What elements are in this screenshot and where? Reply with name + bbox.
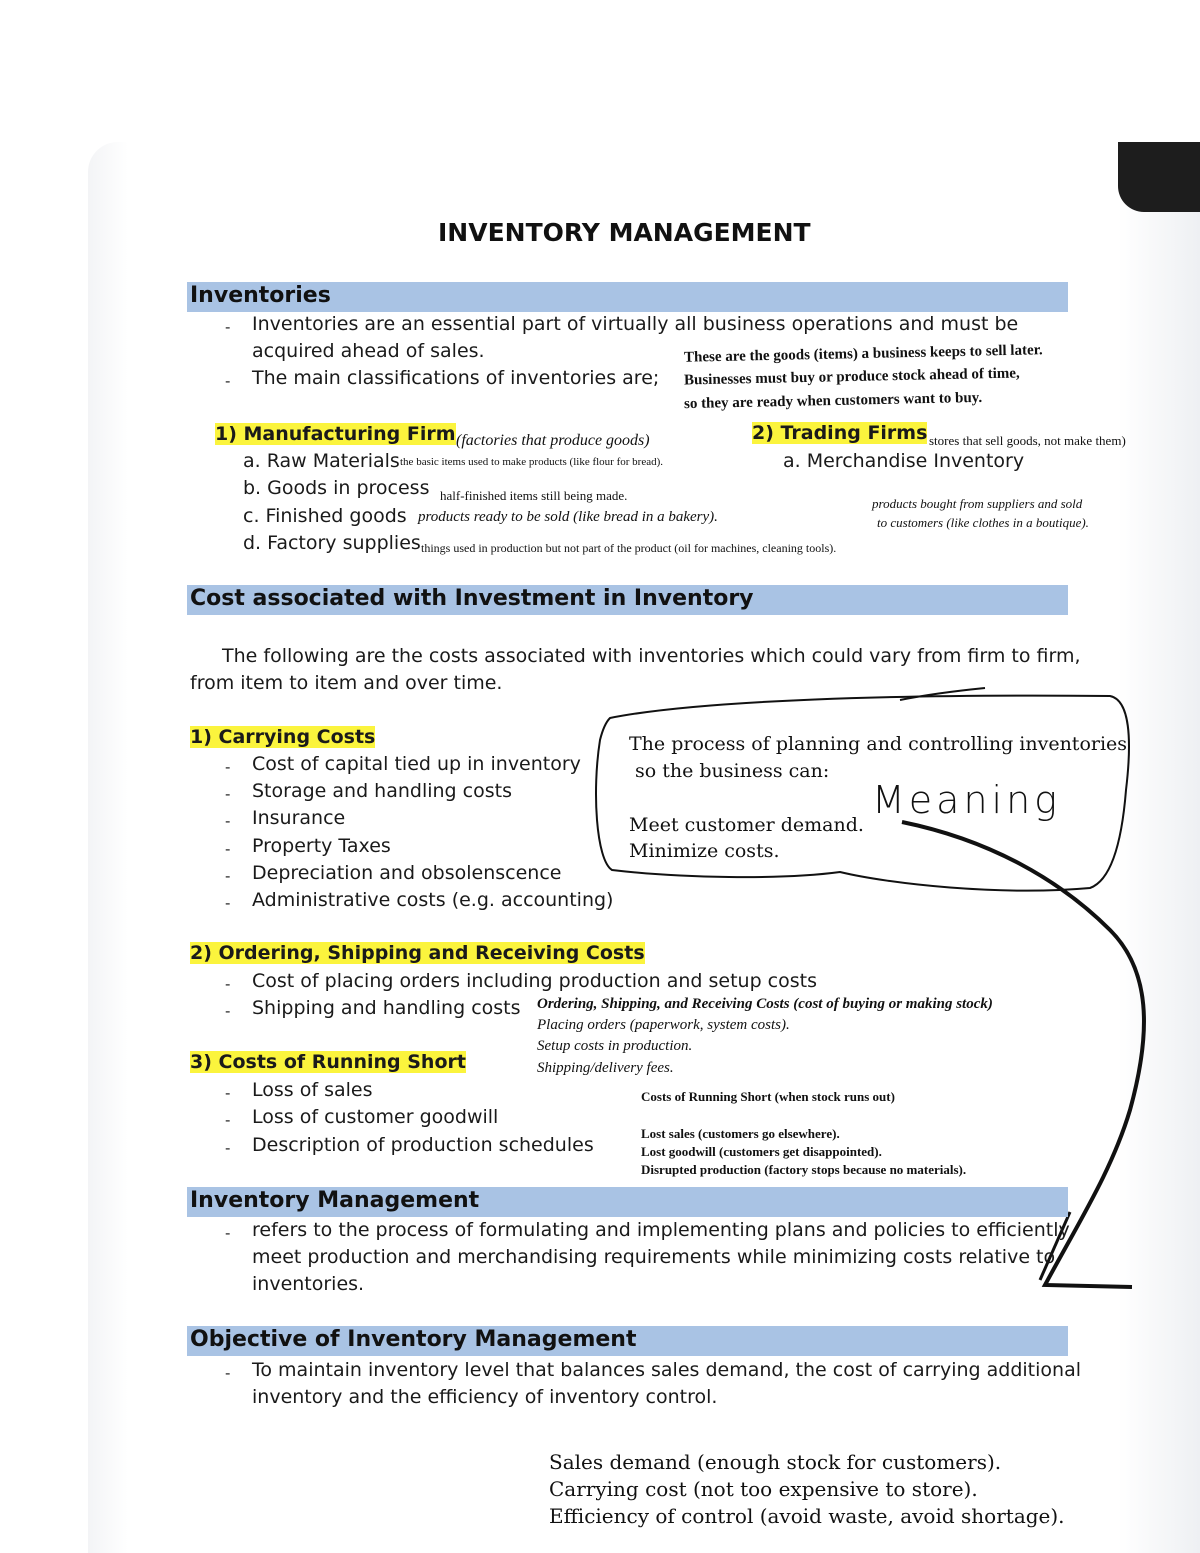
annotation-note: Efficiency of control (avoid waste, avoid shortage).	[549, 1504, 1065, 1528]
section-heading: Objective of Inventory Management	[190, 1327, 637, 1352]
bullet-dash: -	[225, 1002, 231, 1020]
handwritten-word: Meaning	[872, 778, 1061, 822]
annotation-note: Lost goodwill (customers get disappointed).	[641, 1144, 882, 1159]
paragraph-line: To maintain inventory level that balances sales demand, the cost of carrying additional	[252, 1359, 1081, 1381]
list-item: c. Finished goods	[243, 505, 407, 527]
annotation-note: Businesses must buy or produce stock ahead of time,	[683, 365, 1020, 389]
annotation-note: These are the goods (items) a business keeps to sell later.	[683, 342, 1043, 366]
annotation-note: products bought from suppliers and sold	[872, 496, 1083, 511]
bullet-dash: -	[225, 1139, 231, 1157]
paragraph-line: meet production and merchandising requirements while minimizing costs relative to	[252, 1246, 1056, 1268]
bullet-dash: -	[225, 975, 231, 993]
bubble-top-stroke	[900, 688, 985, 700]
annotation-note: Setup costs in production.	[537, 1038, 693, 1054]
highlighted-heading: 2) Ordering, Shipping and Receiving Costs	[190, 942, 645, 964]
highlighted-heading: 2) Trading Firms	[752, 422, 928, 444]
bullet-dash: -	[225, 1084, 231, 1102]
list-item: Shipping and handling costs	[252, 997, 521, 1019]
section-heading: Inventories	[190, 283, 331, 308]
running-short-heading	[190, 1051, 466, 1073]
list-item: Loss of sales	[252, 1079, 373, 1101]
list-item: d. Factory supplies	[243, 532, 421, 554]
list-item: Insurance	[252, 807, 346, 829]
paragraph-line: refers to the process of formulating and implementing plans and policies to efficiently	[252, 1219, 1070, 1241]
annotation-note: (factories that produce goods)	[456, 432, 650, 449]
paragraph-line: The following are the costs associated with inventories which could vary from firm to firm,	[222, 645, 1081, 667]
bubble-text: so the business can:	[635, 760, 830, 782]
list-item: Storage and handling costs	[252, 780, 512, 802]
highlighted-heading: 1) Manufacturing Firm	[215, 423, 456, 445]
list-item: Cost of placing orders including production and setup costs	[252, 970, 817, 992]
bullet-dash: -	[225, 1364, 231, 1382]
paragraph-line: inventory and the efficiency of inventory control.	[252, 1386, 718, 1408]
bubble-text: Minimize costs.	[629, 840, 780, 862]
annotation-note: so they are ready when customers want to buy.	[683, 389, 983, 413]
annotation-note: things used in production but not part of the product (oil for machines, cleaning tools).	[421, 541, 837, 555]
annotation-note: to customers (like clothes in a boutique).	[877, 515, 1089, 530]
list-item: a. Merchandise Inventory	[783, 450, 1025, 472]
annotation-note: the basic items used to make products (like flour for bread).	[400, 456, 664, 468]
connector-arrow	[902, 822, 1144, 1287]
bullet-dash: -	[225, 1111, 231, 1129]
section-bar-inventory-management	[187, 1187, 1068, 1217]
list-item: a. Raw Materials	[243, 450, 400, 472]
highlighted-heading: 1) Carrying Costs	[190, 726, 376, 748]
bullet-dash: -	[225, 785, 231, 803]
bullet-text: acquired ahead of sales.	[252, 340, 485, 362]
annotation-note: Placing orders (paperwork, system costs).	[537, 1017, 790, 1033]
list-item: Depreciation and obsolenscence	[252, 862, 562, 884]
list-item: Loss of customer goodwill	[252, 1106, 499, 1128]
list-item: Description of production schedules	[252, 1134, 594, 1156]
paragraph-line: inventories.	[252, 1273, 365, 1295]
annotation-note: Shipping/delivery fees.	[537, 1060, 674, 1076]
annotation-note: Ordering, Shipping, and Receiving Costs (cost of buying or making stock)	[537, 996, 993, 1012]
bullet-text: Inventories are an essential part of virtually all business operations and must be	[252, 313, 1019, 335]
annotation-note: Costs of Running Short (when stock runs out)	[641, 1089, 895, 1104]
page-title: INVENTORY MANAGEMENT	[438, 218, 811, 247]
list-item: Administrative costs (e.g. accounting)	[252, 889, 614, 911]
list-item: b. Goods in process	[243, 477, 430, 499]
annotation-note: Lost sales (customers go elsewhere).	[641, 1126, 840, 1141]
section-heading: Cost associated with Investment in Inventory	[190, 586, 754, 611]
ordering-costs-heading	[190, 942, 645, 964]
annotation-note: half-finished items still being made.	[440, 488, 628, 503]
section-heading: Inventory Management	[190, 1188, 480, 1213]
list-item: Property Taxes	[252, 835, 391, 857]
annotation-note: Sales demand (enough stock for customers).	[549, 1450, 1002, 1474]
bullet-dash: -	[225, 840, 231, 858]
bubble-text: Meet customer demand.	[629, 814, 864, 836]
bullet-dash: -	[225, 1224, 231, 1242]
annotation-note: products ready to be sold (like bread in a bakery).	[418, 509, 718, 525]
bubble-text: The process of planning and controlling inventories	[629, 733, 1128, 755]
paragraph-line: from item to item and over time.	[190, 672, 503, 694]
list-item: Cost of capital tied up in inventory	[252, 753, 581, 775]
bullet-dash: -	[225, 318, 231, 336]
highlighted-heading: 3) Costs of Running Short	[190, 1051, 466, 1073]
bullet-dash: -	[225, 812, 231, 830]
annotation-note: Disrupted production (factory stops because no materials).	[641, 1162, 967, 1177]
section-bar-objective	[187, 1326, 1068, 1356]
bullet-dash: -	[225, 867, 231, 885]
bullet-text: The main classifications of inventories are;	[252, 367, 660, 389]
annotation-note: stores that sell goods, not make them)	[929, 433, 1126, 448]
bullet-dash: -	[225, 894, 231, 912]
annotation-note: Carrying cost (not too expensive to store).	[549, 1477, 978, 1501]
bullet-dash: -	[225, 758, 231, 776]
bullet-dash: -	[225, 372, 231, 390]
